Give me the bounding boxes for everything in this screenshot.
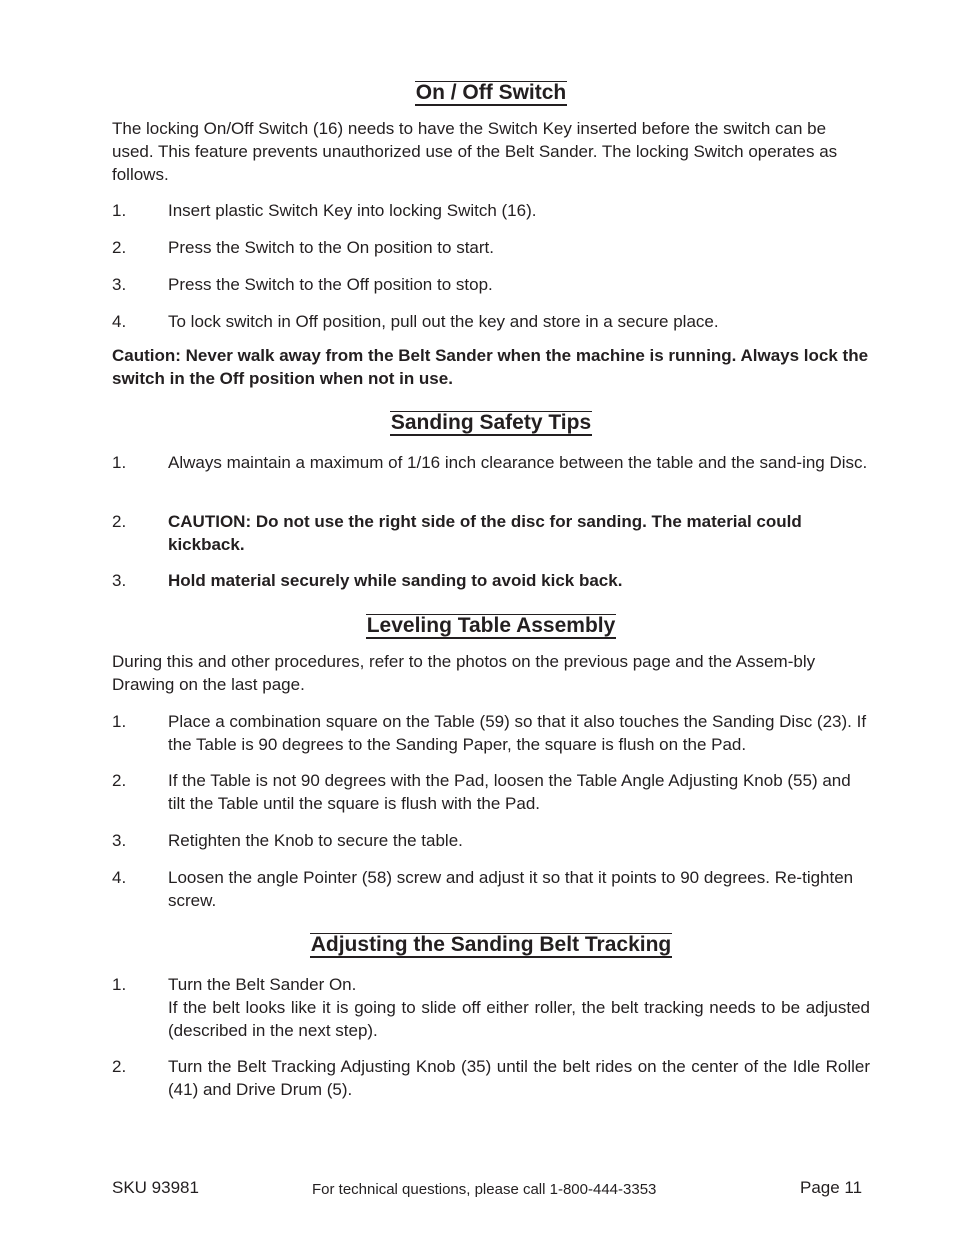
footer-page-number: Page 11: [800, 1178, 863, 1197]
onoff-heading: On / Off Switch: [415, 81, 567, 104]
footer-sku: SKU 93981: [112, 1178, 199, 1197]
leveling-intro: During this and other procedures, refer to the photos on the previous page and the Assem-bly Drawing on the last page.: [112, 652, 816, 694]
onoff-intro: The locking On/Off Switch (16) needs to have the Switch Key inserted before the switch can be used. This feature prevents unauthorized use of the Belt Sander. The locking Switch operates as follows.: [112, 119, 838, 184]
safety-heading: Sanding Safety Tips: [390, 411, 592, 434]
footer-phone: For technical questions, please call 1-800-444-3353: [312, 1181, 657, 1198]
tracking-heading: Adjusting the Sanding Belt Tracking: [310, 933, 672, 956]
caution-note: Caution: Never walk away from the Belt Sander when the machine is running. Always lock the switch in the Off position when not in use.: [112, 346, 869, 388]
leveling-heading: Leveling Table Assembly: [366, 614, 616, 637]
